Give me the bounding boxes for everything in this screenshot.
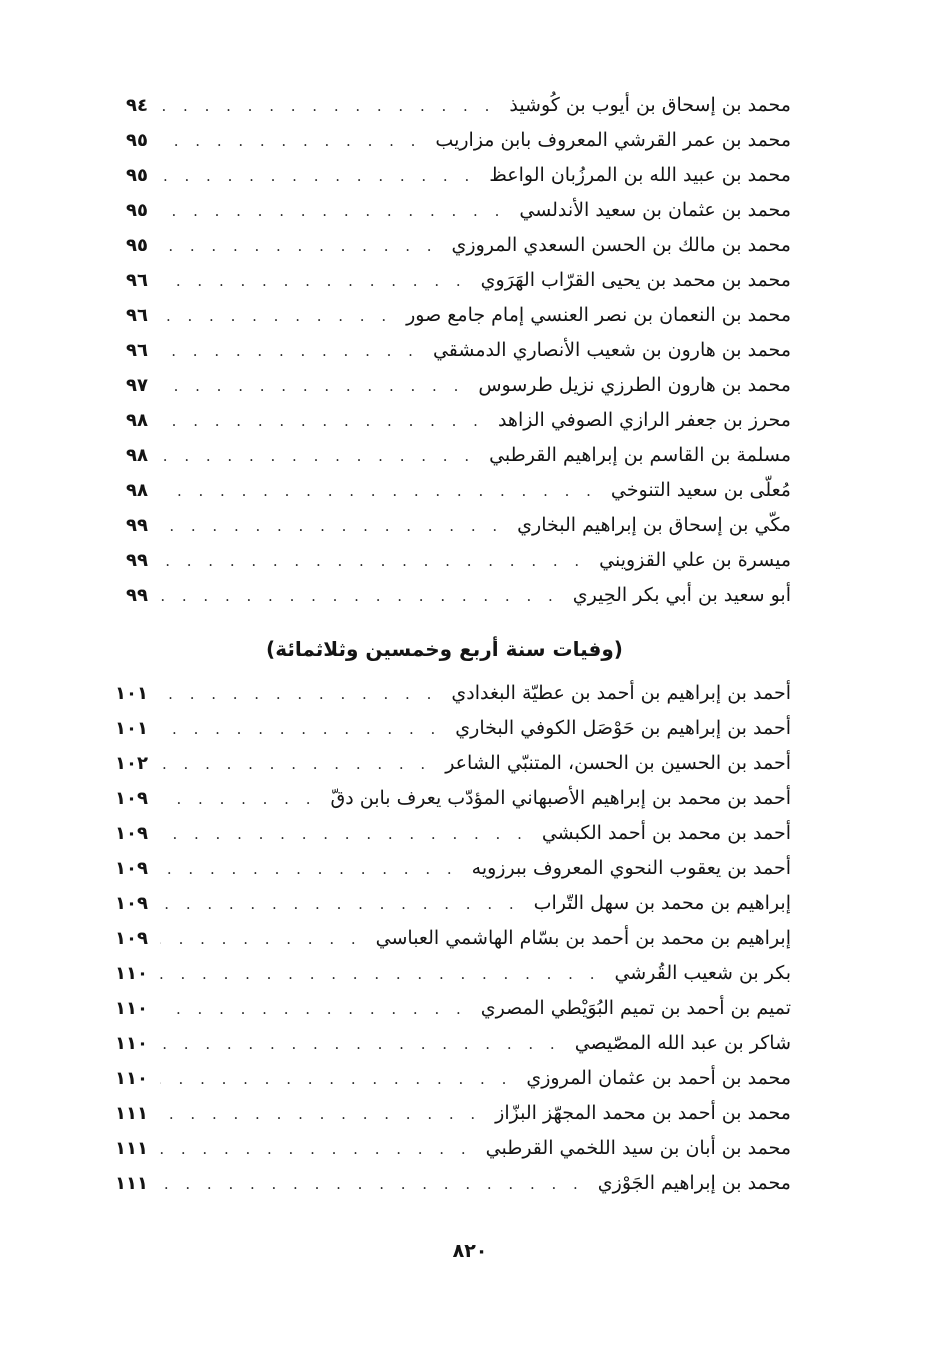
entry-name: محمد بن أحمد بن محمد المجهّز البزّاز: [495, 1102, 791, 1124]
dot-leader: [160, 404, 484, 439]
index-entry: [98, 711, 791, 746]
dot-leader: [160, 264, 467, 299]
entry-name: محمد بن أحمد بن عثمان المروزي: [526, 1067, 791, 1089]
dot-leader: [160, 747, 431, 782]
dot-leader: [160, 579, 559, 614]
dot-leader: [160, 369, 464, 404]
dot-leader: [160, 1167, 584, 1202]
entry-name: محمد بن عبيد الله بن المرزُبان الواعظ: [489, 164, 791, 186]
entry-name: أحمد بن محمد بن إبراهيم الأصبهاني المؤدّب يعرف بابن دقّ: [330, 787, 791, 809]
entry-name: محمد بن مالك بن الحسن السعدي المروزي: [451, 234, 791, 256]
section-heading: (وفيات سنة أربع وخمسين وثلاثمائة): [266, 637, 623, 661]
entry-page-number: ٩٥: [126, 130, 148, 151]
entry-page-number: ١٠٩: [115, 928, 148, 949]
index-entry: [98, 956, 791, 991]
index-entry: [98, 886, 791, 921]
index-list-2: [98, 676, 791, 1201]
dot-leader: [160, 124, 421, 159]
entry-name: محمد بن إبراهيم الجَوْزي: [597, 1172, 791, 1194]
entry-page-number: ٩٥: [126, 165, 148, 186]
entry-page-number: ٩٤: [126, 95, 148, 116]
index-entry: [98, 508, 791, 543]
entry-name: محمد بن عمر القرشي المعروف بابن مزاريب: [435, 129, 791, 151]
entry-name: مُعلّى بن سعيد التنوخي: [610, 479, 791, 501]
dot-leader: [160, 334, 419, 369]
entry-page-number: ١٠٩: [115, 893, 148, 914]
dot-leader: [160, 712, 441, 747]
index-entry: [98, 158, 791, 193]
entry-page-number: ١١١: [115, 1173, 148, 1194]
dot-leader: [160, 957, 600, 992]
entry-page-number: ٩٥: [126, 235, 148, 256]
dot-leader: [160, 544, 585, 579]
index-entry: [98, 88, 791, 123]
index-entry: [98, 921, 791, 956]
entry-name: بكر بن شعيب القُرشي: [614, 962, 791, 984]
entry-name: مسلمة بن القاسم بن إبراهيم القرطبي: [489, 444, 791, 466]
page-number: ٨٢٠: [452, 1240, 488, 1262]
index-entry: [98, 1026, 791, 1061]
entry-page-number: ١١١: [115, 1138, 148, 1159]
entry-page-number: ٩٨: [126, 445, 148, 466]
index-entry: [98, 781, 791, 816]
entry-name: محمد بن أبان بن سيد اللخمي القرطبي: [485, 1137, 791, 1159]
index-entry: [98, 228, 791, 263]
entry-name: أبو سعيد بن أبي بكر الحِيري: [572, 584, 791, 606]
entry-page-number: ٩٦: [126, 305, 148, 326]
dot-leader: [160, 159, 475, 194]
entry-page-number: ٩٩: [126, 550, 148, 571]
index-entry: [98, 578, 791, 613]
entry-page-number: ٩٩: [126, 515, 148, 536]
entry-name: محمد بن هارون بن شعيب الأنصاري الدمشقي: [432, 339, 791, 361]
entry-page-number: ١١٠: [115, 1068, 148, 1089]
entry-name: ميسرة بن علي القزويني: [599, 549, 791, 571]
dot-leader: [160, 1097, 481, 1132]
dot-leader: [160, 887, 520, 922]
index-entry: [98, 851, 791, 886]
entry-page-number: ١٠٩: [115, 858, 148, 879]
dot-leader: [160, 817, 528, 852]
entry-name: محمد بن عثمان بن سعيد الأندلسي: [519, 199, 791, 221]
entry-name: أحمد بن إبراهيم بن أحمد بن عطيّة البغدادي: [451, 682, 791, 704]
index-entry: [98, 473, 791, 508]
index-entry: [98, 543, 791, 578]
entry-page-number: ٩٨: [126, 410, 148, 431]
index-entry: [98, 123, 791, 158]
index-entry: [98, 438, 791, 473]
index-entry: [98, 403, 791, 438]
dot-leader: [160, 299, 392, 334]
entry-name: شاكر بن عبد الله المصّيصي: [574, 1032, 791, 1054]
index-list-1: [98, 88, 791, 613]
entry-name: إبراهيم بن محمد بن أحمد بن بسّام الهاشمي العباسي: [375, 927, 791, 949]
entry-page-number: ١٠٩: [115, 823, 148, 844]
dot-leader: [160, 1062, 512, 1097]
entry-page-number: ٩٧: [126, 375, 148, 396]
dot-leader: [160, 992, 467, 1027]
index-entry: [98, 676, 791, 711]
index-entry: [98, 1096, 791, 1131]
entry-name: محمد بن إسحاق بن أيوب بن كُوشيذ: [509, 94, 791, 116]
entry-name: أحمد بن الحسين بن الحسن، المتنبّي الشاعر: [445, 752, 791, 774]
entry-page-number: ١٠١: [115, 683, 148, 704]
index-entry: [98, 746, 791, 781]
entry-name: تميم بن أحمد بن تميم البُوَيْطي المصري: [480, 997, 791, 1019]
entry-page-number: ١٠٩: [115, 788, 148, 809]
index-entry: [98, 1061, 791, 1096]
entry-name: محمد بن محمد بن يحيى القرّاب الهَرَوي: [480, 269, 791, 291]
dot-leader: [160, 194, 505, 229]
index-entry: [98, 816, 791, 851]
entry-page-number: ١١٠: [115, 998, 148, 1019]
index-entry: [98, 1166, 791, 1201]
entry-page-number: ١١١: [115, 1103, 148, 1124]
index-entry: [98, 991, 791, 1026]
index-entry: [98, 298, 791, 333]
entry-name: مكّي بن إسحاق بن إبراهيم البخاري: [517, 514, 791, 536]
entry-page-number: ٩٦: [126, 270, 148, 291]
dot-leader: [160, 509, 503, 544]
entry-name: أحمد بن يعقوب النحوي المعروف ببرزويه: [471, 857, 791, 879]
dot-leader: [160, 922, 362, 957]
entry-page-number: ٩٩: [126, 585, 148, 606]
entry-name: محمد بن هارون الطرزي نزيل طرسوس: [478, 374, 791, 396]
dot-leader: [160, 852, 458, 887]
index-entry: [98, 368, 791, 403]
entry-name: أحمد بن محمد بن أحمد الكبشي: [541, 822, 791, 844]
entry-page-number: ١١٠: [115, 1033, 148, 1054]
entry-name: إبراهيم بن محمد بن سهل التّراب: [533, 892, 791, 914]
entry-name: محرز بن جعفر الرازي الصوفي الزاهد: [497, 409, 791, 431]
entry-page-number: ٩٥: [126, 200, 148, 221]
index-entry: [98, 1131, 791, 1166]
index-entry: [98, 263, 791, 298]
entry-page-number: ١٠١: [115, 718, 148, 739]
index-entry: [98, 193, 791, 228]
entry-page-number: ٩٦: [126, 340, 148, 361]
entry-page-number: ١١٠: [115, 963, 148, 984]
entry-name: محمد بن النعمان بن نصر العنسي إمام جامع صور: [406, 304, 791, 326]
dot-leader: [160, 89, 495, 124]
dot-leader: [160, 474, 597, 509]
entry-page-number: ٩٨: [126, 480, 148, 501]
dot-leader: [160, 439, 475, 474]
dot-leader: [160, 1027, 561, 1062]
dot-leader: [160, 782, 317, 817]
entry-name: أحمد بن إبراهيم بن حَوْصَل الكوفي البخاري: [455, 717, 791, 739]
dot-leader: [160, 1132, 472, 1167]
entry-page-number: ١٠٢: [115, 753, 148, 774]
dot-leader: [160, 229, 438, 264]
dot-leader: [160, 677, 437, 712]
index-entry: [98, 333, 791, 368]
